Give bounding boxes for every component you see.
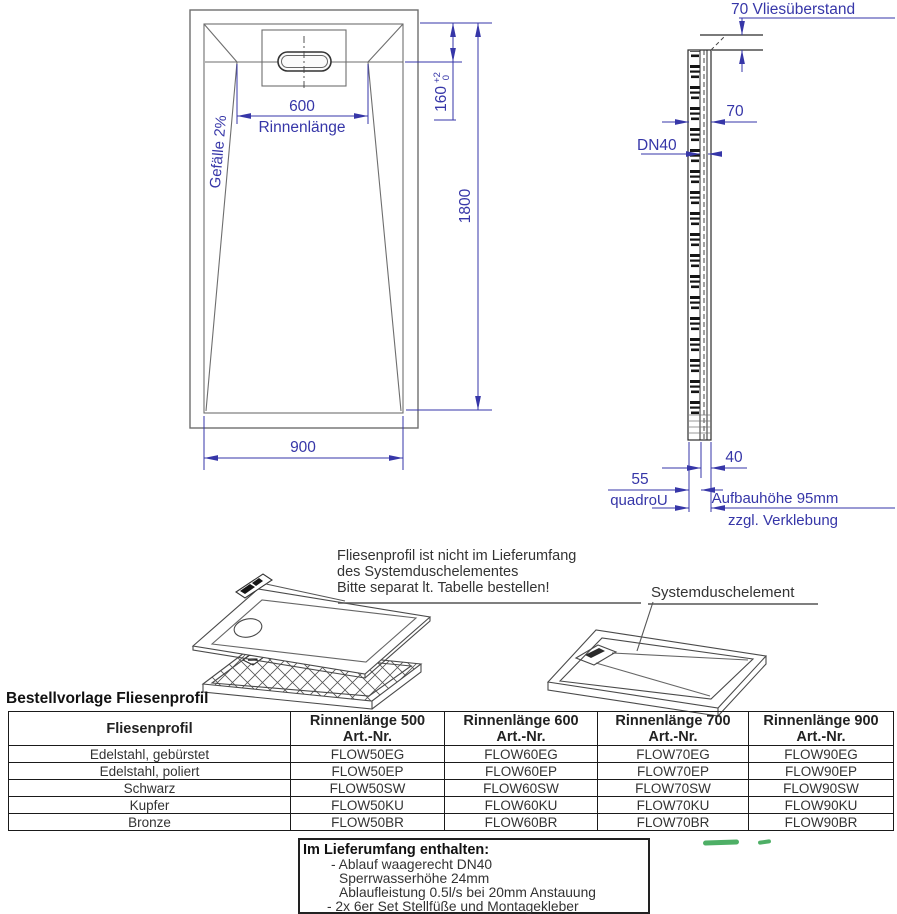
header-rinnenlaenge-600: Rinnenlänge 600 Art.-Nr.	[445, 712, 598, 746]
profile-note-line2: des Systemduschelementes	[337, 564, 519, 580]
header-rinnenlaenge-700: Rinnenlänge 700 Art.-Nr.	[598, 712, 749, 746]
dn40-label: DN40	[637, 137, 677, 154]
fleece-overhang-label: 70 Vliesüberstand	[731, 1, 856, 18]
side-dim-70: 70	[726, 103, 744, 120]
side-view	[688, 35, 763, 440]
tolerance-stack: +2 0	[432, 72, 452, 83]
delivery-item: Sperrwasserhöhe 24mm	[339, 871, 490, 886]
profile-note-line3: Bitte separat lt. Tabelle bestellen!	[337, 580, 550, 596]
fleece-dashed-edge	[711, 36, 725, 50]
delivery-item: - Ablauf waagerecht DN40	[331, 857, 493, 872]
build-height-label: Aufbauhöhe 95mm	[711, 490, 839, 507]
profile-note	[337, 548, 576, 596]
tray-top-face	[548, 630, 766, 708]
table-title: Bestellvorlage Fliesenprofil	[6, 690, 209, 707]
header-fliesenprofil: Fliesenprofil	[9, 712, 291, 746]
drain-offset-value: 160	[433, 85, 450, 112]
side-dimensions	[608, 18, 895, 512]
side-dim-55: 55	[631, 471, 649, 488]
quadrou-label: quadroU	[610, 492, 668, 509]
delivery-item: Ablaufleistung 0.5l/s bei 20mm Anstauung	[339, 885, 596, 900]
table-row: Edelstahl, gebürstet FLOW50EG FLOW60EG FLOW70EG FLOW90EG	[9, 746, 894, 763]
table-row: Edelstahl, poliert FLOW50EP FLOW60EP FLOW70EP FLOW90EP	[9, 763, 894, 780]
slope-label: Gefälle 2%	[206, 114, 231, 190]
plan-width-value: 900	[290, 439, 316, 456]
length-dimension	[457, 176, 475, 236]
system-element-label: Systemduschelement	[651, 584, 795, 601]
assembled-view	[548, 602, 818, 716]
plan-slope-lines	[204, 24, 403, 411]
side-foam-hatch	[689, 51, 701, 415]
table-header-row	[9, 712, 894, 746]
order-table	[8, 711, 894, 831]
delivery-box	[298, 838, 650, 914]
delivery-item: - 2x 6er Set Stellfüße und Montagekleber	[327, 899, 579, 914]
delivery-box-title: Im Lieferumfang enthalten:	[303, 842, 490, 858]
plan-view	[190, 10, 418, 428]
drain-offset-dimension	[433, 57, 451, 127]
channel-length-label: Rinnenlänge	[258, 119, 346, 136]
drain-channel-slot	[278, 52, 331, 71]
side-dim-40: 40	[725, 449, 743, 466]
profile-note-line1: Fliesenprofil ist nicht im Lieferumfang	[337, 548, 577, 564]
table-row: Bronze FLOW50BR FLOW60BR FLOW70BR FLOW90BR	[9, 814, 894, 831]
header-rinnenlaenge-900: Rinnenlänge 900 Art.-Nr.	[749, 712, 894, 746]
table-row: Kupfer FLOW50KU FLOW60KU FLOW70KU FLOW90KU	[9, 797, 894, 814]
table-row: Schwarz FLOW50SW FLOW60SW FLOW70SW FLOW90SW	[9, 780, 894, 797]
channel-length-value: 600	[289, 98, 315, 115]
header-rinnenlaenge-500: Rinnenlänge 500 Art.-Nr.	[291, 712, 445, 746]
build-height-note: zzgl. Verklebung	[727, 512, 839, 529]
length-value: 1800	[457, 188, 474, 224]
plan-inner-outline	[204, 24, 403, 413]
